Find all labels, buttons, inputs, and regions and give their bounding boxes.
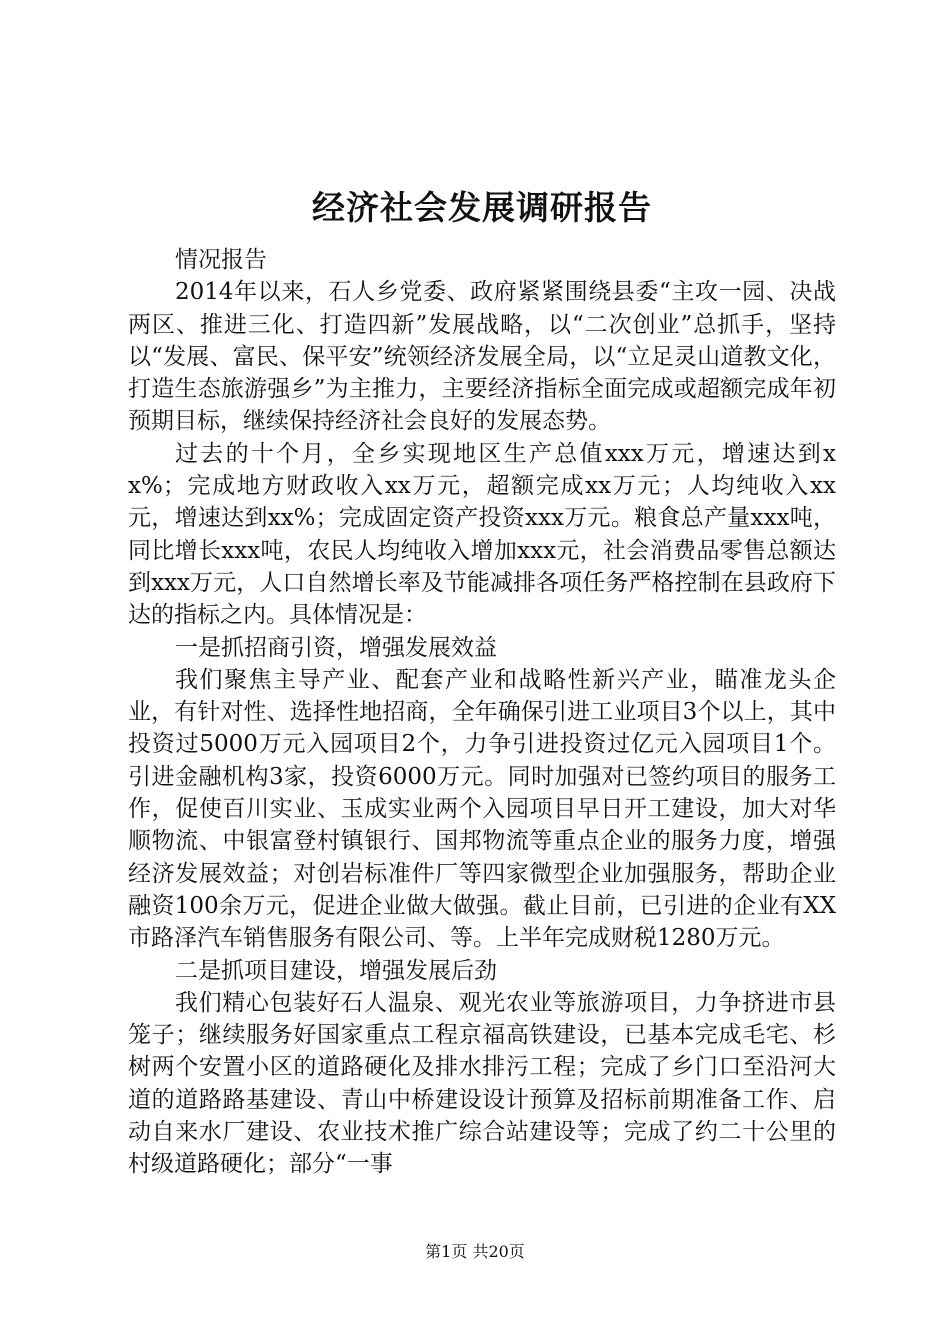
page-footer: 第1页 共20页: [425, 1242, 525, 1261]
body-paragraph: 我们精心包装好石人温泉、观光农业等旅游项目，力争挤进市县笼子；继续服务好国家重点工程京福高铁建设，已基本完成毛宅、杉树两个安置小区的道路硬化及排水排污工程；完成了乡门口至沿河大道的道路路基建设、青山中桥建设设计预算及招标前期准备工作、启动自来水厂建设、农业技术推广综合站建设等；完成了约二十公里的村级道路硬化；部分“一事: [128, 989, 836, 1178]
section-heading: 二是抓项目建设，增强发展后劲: [175, 957, 497, 984]
section-label: 情况报告: [175, 247, 267, 273]
body-paragraph: 我们聚焦主导产业、配套产业和战略性新兴产业，瞄准龙头企业，有针对性、选择性地招商，全年确保引进工业项目3个以上，其中投资过5000万元入园项目2个，力争引进投资过亿元入园项目1个。引进金融机构3家，投资6000万元。同时加强对已签约项目的服务工作，促使百川实业、玉成实业两个入园项目早日开工建设，加大对华顺物流、中银富登村镇银行、国邦物流等重点企业的服务力度，增强经济发展效益；对创岩标准件厂等四家微型企业加强服务，帮助企业融资100余万元，促进企业做大做强。截止目前，已引进的企业有XX市路泽汽车销售服务有限公司、等。上半年完成财税1280万元。: [128, 666, 836, 952]
document-title: 经济社会发展调研报告: [312, 188, 652, 227]
body-paragraph: 2014年以来，石人乡党委、政府紧紧围绕县委“主攻一园、决战两区、推进三化、打造四新”发展战略，以“二次创业”总抓手，坚持以“发展、富民、保平安”统领经济发展全局，以“立足灵山道教文化，打造生态旅游强乡”为主推力，主要经济指标全面完成或超额完成年初预期目标，继续保持经济社会良好的发展态势。: [128, 279, 836, 435]
body-paragraph: 过去的十个月，全乡实现地区生产总值xxx万元，增速达到xx%；完成地方财政收入xx万元，超额完成xx万元；人均纯收入xx元，增速达到xx%；完成固定资产投资xxx万元。粮食总产量xxx吨，同比增长xxx吨，农民人均纯收入增加xxx元，社会消费品零售总额达到xxx万元，人口自然增长率及节能减排各项任务严格控制在县政府下达的指标之内。具体情况是：: [128, 440, 836, 629]
document-page: [128, 178, 836, 1181]
section-heading: 一是抓招商引资，增强发展效益: [175, 634, 497, 661]
